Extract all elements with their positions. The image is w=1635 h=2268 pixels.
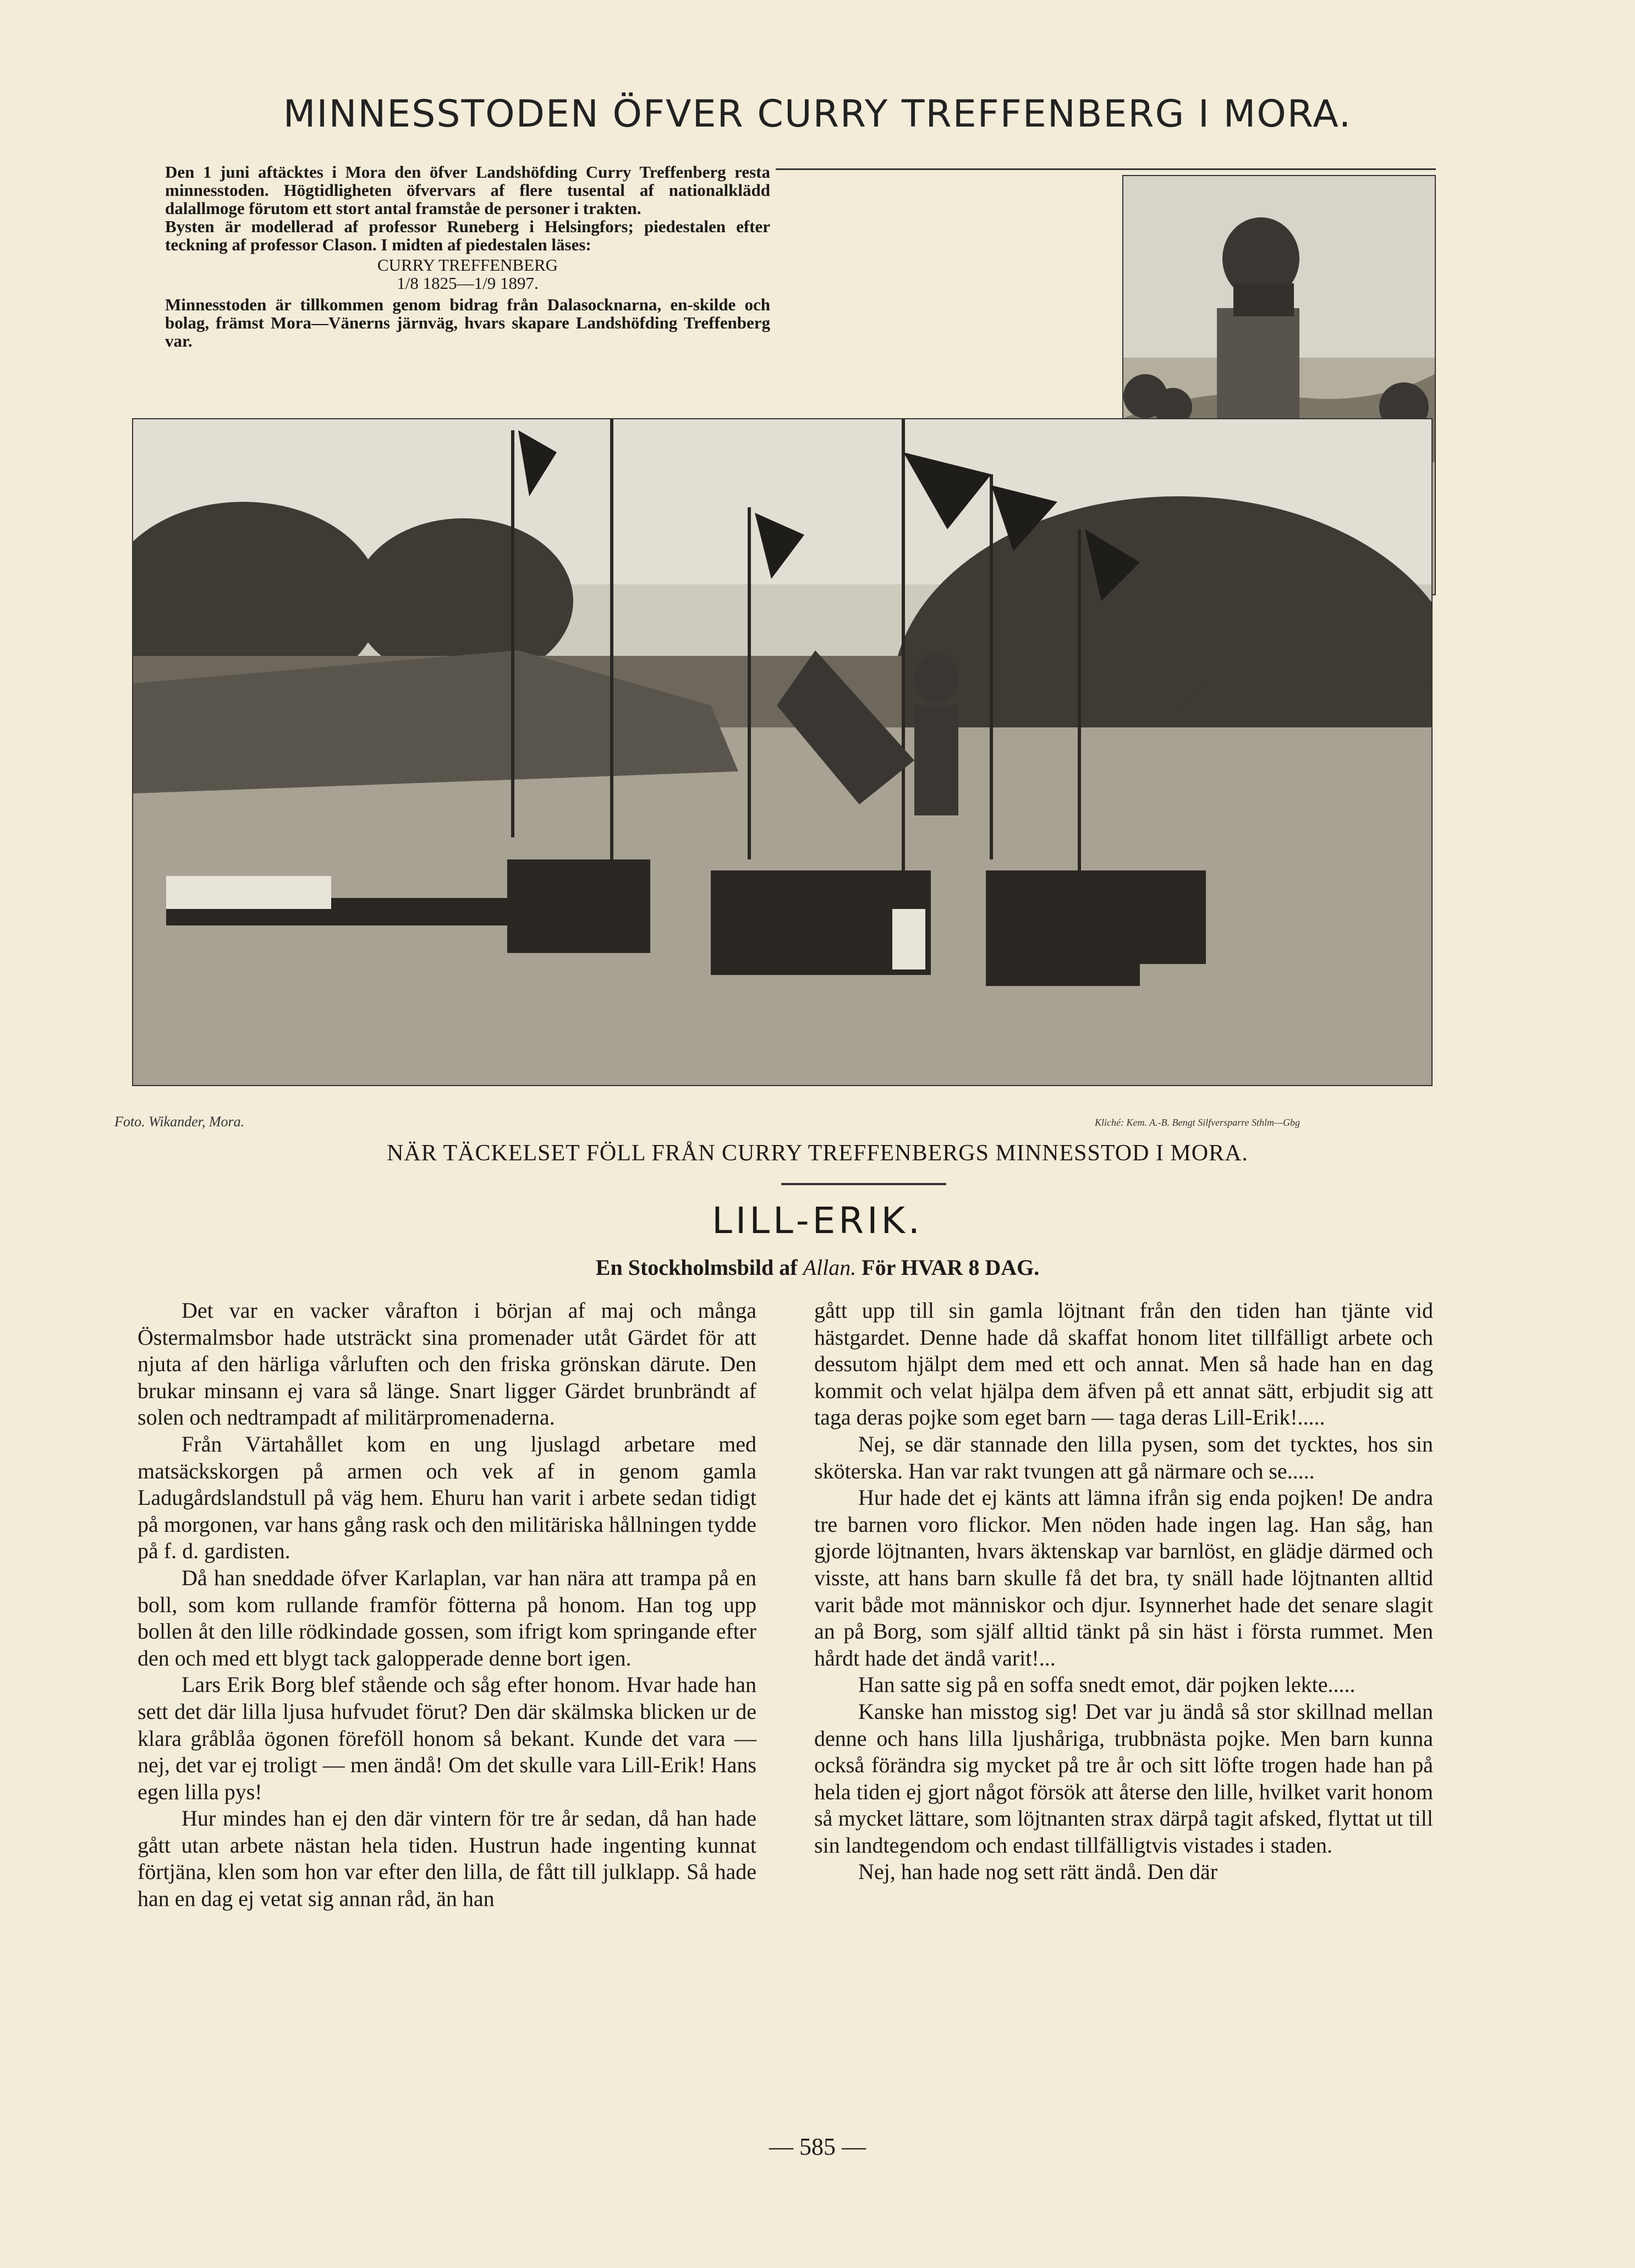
intro-paragraph-3: Minnesstoden är tillkommen genom bidrag från Dalasocknarna, en-skilde och bolag, främst Mora—Vänerns järnväg, hvars skapare Landshöfding Treffenberg var. — [165, 295, 770, 350]
left-paragraph: Lars Erik Borg blef stående och såg efter honom. Hvar hade han sett det där lilla ljusa hufvudet förut? Den där skälmska blicken ur de klara gråblåa ögonen föreföll honom så bekant. Kunde det vara — nej, det var ej troligt — men ändå! Om det skulle vara Lill-Erik! Hans egen lilla pys! — [138, 1672, 756, 1804]
right-paragraph: Nej, se där stannade den lilla pysen, som det tycktes, hos sin sköterska. Han var rakt tvungen att gå närmare och se..... — [814, 1431, 1433, 1483]
cliche-credit: Kliché: Kem. A.-B. Bengt Silfversparre Sthlm—Gbg — [1095, 1117, 1300, 1128]
right-paragraph: Kanske han misstog sig! Det var ju ändå så stor skillnad mellan denne och hans lilla ljushåriga, trubbnästa pojke. Men barn kunna också förändra sig mycket på tre år och sitt löfte trogen hade han på hela tiden ej gjort något försök att återse den lille, hvilket varit honom så mycket lättare, som löjtnanten strax därpå tagit afsked, flyttat ut till sin landtegendom och endast tillfälligtvis vistades i staden. — [814, 1699, 1433, 1858]
article-right-column — [814, 1297, 1433, 1886]
intro-paragraph-1: Den 1 juni aftäcktes i Mora den öfver Landshöfding Curry Treffenberg resta minnesstoden. Högtidligheten öfvervars af flere tusental af nationalklädd dalallmoge förutom ett stort antal framståe de personer i trakten. — [165, 162, 770, 218]
right-paragraph: Hur hade det ej känts att lämna ifrån sig enda pojken! De andra tre barnen voro flickor. Men nöden hade ingen lag. Han såg, han gjorde löjtnanten, hvars äktenskap var barnlöst, en glädje därmed och visste, att hans barn skulle få det bra, ty snäll hade löjtnanten alltid varit både mot människor och djur. Isynnerhet hade det senare slagit an på Borg, som själf alltid tänkt på sin häst i första rummet. Men hårdt hade det ändå varit!... — [814, 1485, 1433, 1670]
subtitle-pre: En Stockholmsbild af — [595, 1255, 803, 1280]
right-paragraph: Han satte sig på en soffa snedt emot, där pojken lekte..... — [858, 1672, 1356, 1697]
left-paragraph: Från Värtahållet kom en ung ljuslagd arbetare med matsäckskorgen på armen och vek af in genom gamla Ladugårdslandstull på väg hem. Ehuru han varit i arbete sedan tidigt på morgonen, var hans gång rask och den militäriska hållningen tydde på f. d. gardisten. — [138, 1431, 756, 1564]
right-paragraph: Nej, han hade nog sett rätt ändå. Den där — [858, 1859, 1218, 1884]
subtitle-author: Allan. — [803, 1255, 857, 1280]
subtitle-post: För HVAR 8 DAG. — [856, 1255, 1040, 1280]
intro-text — [165, 163, 770, 350]
inscription-name: CURRY TREFFENBERG — [377, 255, 558, 275]
photo-caption: NÄR TÄCKELSET FÖLL FRÅN CURRY TREFFENBERGS MINNESSTOD I MORA. — [387, 1141, 1248, 1166]
caption-divider — [781, 1183, 946, 1185]
left-paragraph: Hur mindes han ej den där vintern för tre år sedan, då han hade gått utan arbete nästan hela tiden. Hustrun hade ingenting kunnat förtjäna, klen som hon var efter den lilla, de fått till julklapp. Så hade han en dag ej vetat sig annan råd, än han — [138, 1806, 756, 1911]
ceremony-photo — [132, 418, 1433, 1086]
intro-divider — [776, 168, 1436, 170]
page-title: MINNESSTODEN ÖFVER CURRY TREFFENBERG I MORA. — [283, 92, 1352, 136]
right-paragraph: gått upp till sin gamla löjtnant från den tiden han tjänte vid hästgardet. Denne hade då skaffat honom litet tillfälligt arbete och dessutom hjälpt dem med ett och annat. Men så hade han en dag kommit och velat hjälpa dem äfven på ett annat sätt, erbjudit sig att taga deras pojke som eget barn — taga deras Lill-Erik!..... — [814, 1298, 1433, 1430]
left-paragraph: Då han sneddade öfver Karlaplan, var han nära att trampa på en boll, som kom rullande framför fötterna på honom. Han tog upp bollen åt den lille rödkindade gossen, som ifrigt kom springande efter den och med ett blygt tack galopperade denne bort igen. — [138, 1565, 756, 1670]
article-title: LILL-ERIK. — [712, 1199, 923, 1242]
photo-credit: Foto. Wikander, Mora. — [114, 1114, 245, 1130]
article-subtitle — [0, 1254, 1635, 1280]
intro-paragraph-2: Bysten är modellerad af professor Runeberg i Helsingfors; piedestalen efter teckning af professor Clason. I midten af piedestalen läses: — [165, 217, 770, 254]
article-left-column — [138, 1297, 756, 1913]
inscription-dates: 1/8 1825—1/9 1897. — [397, 273, 539, 293]
page-number: — 585 — — [769, 2133, 866, 2160]
left-paragraph: Det var en vacker vårafton i början af maj och många Östermalmsbor hade utsträckt sina promenader utåt Gärdet för att njuta af den härliga vårluften och den friska grönskan därute. Den brukar minsann ej vara så länge. Snart ligger Gärdet brunbrändt af solen och nedtrampadt af militärpromenaderna. — [138, 1298, 756, 1430]
